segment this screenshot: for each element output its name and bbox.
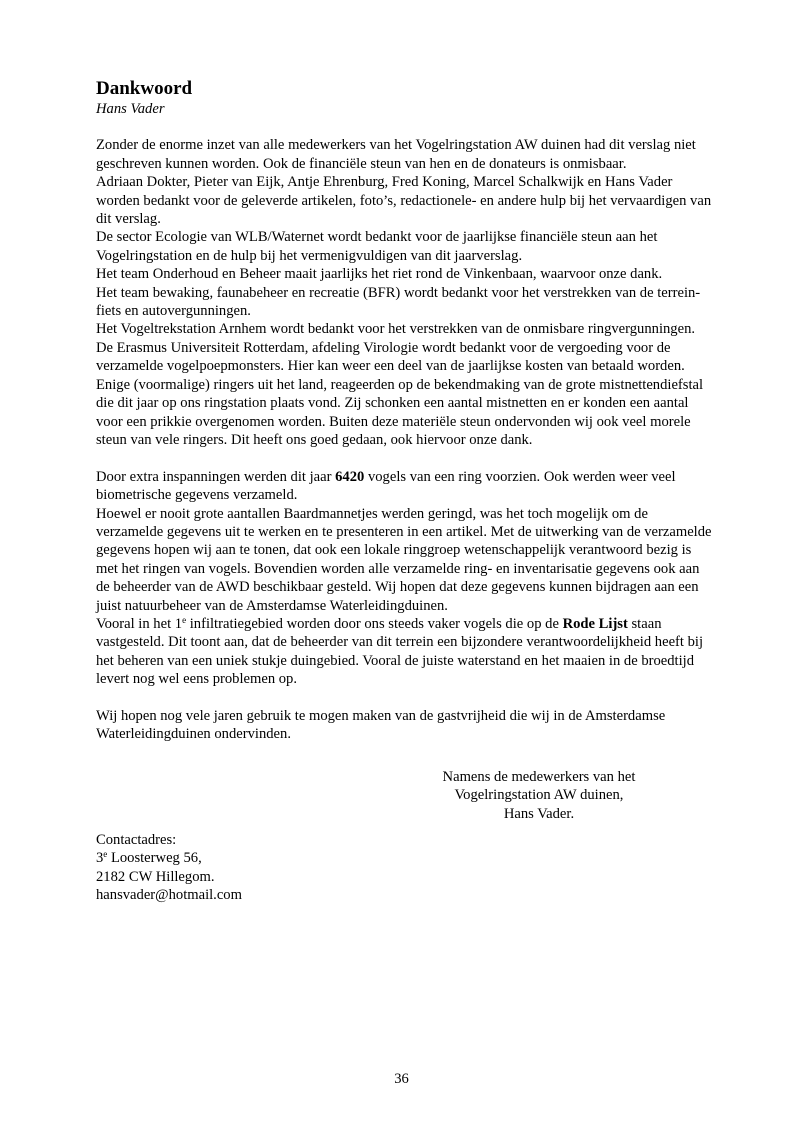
superscript: e [182, 614, 187, 625]
signature-line: Hans Vader. [503, 805, 575, 822]
text-span: Vooral in het 1 [96, 615, 183, 632]
birds-ringed-paragraph [96, 468, 716, 505]
text-span: vogels van een ring voorzien. Ook werden weer veel biometrische gegevens verzameld. [96, 468, 676, 504]
paragraph: Het team bewaking, faunabeheer en recreatie (BFR) wordt bedankt voor het verstrekken van de terrein- fiets en autovergunningen. [96, 284, 701, 320]
signature-block [428, 768, 650, 823]
page-number: 36 [394, 1071, 409, 1087]
paragraph: Adriaan Dokter, Pieter van Eijk, Antje Ehrenburg, Fred Koning, Marcel Schalkwijk en Hans Vader worden bedankt voor de geleverde artikelen, foto’s, redactionele- en andere hulp bij het vervaardigen van dit verslag. [96, 174, 712, 228]
street-address [96, 849, 716, 867]
contact-label: Contactadres: [96, 832, 177, 848]
paragraph: De Erasmus Universiteit Rotterdam, afdeling Virologie wordt bedankt voor de vergoeding voor de verzamelde vogelpoepmonsters. Hier kan weer een deel van de jaarlijkse kosten van betaald worden. [96, 339, 685, 375]
signature-line: Vogelringstation AW duinen, [454, 787, 624, 804]
text-span: Door extra inspanningen werden dit jaar [96, 468, 336, 485]
paragraph: Enige (voormalige) ringers uit het land, reageerden op de bekendmaking van de grote mistnettendiefstal die dit jaar op ons ringstation plaats vond. Zij schonken een aantal mistnetten en er konden een aantal voor een prikkie overgenomen worden. Buiten deze materiële steun ondervonden wij ook veel morele steun van vele ringers. Dit heeft ons goed gedaan, ook hiervoor onze dank. [96, 376, 704, 448]
paragraph: Het team Onderhoud en Beheer maait jaarlijks het riet rond de Vinkenbaan, waarvoor onze dank. [96, 266, 663, 283]
text-span: infiltratiegebied worden door ons steeds vaker vogels die op de [186, 615, 563, 632]
email-address: hansvader@hotmail.com [96, 887, 242, 904]
text-span: staan vastgesteld. Dit toont aan, dat de beheerder van dit terrein een bijzondere verantwoordelijkheid heeft bij het beheren van een uniek stukje duingebied. Vooral de juiste waterstand en het maaien in de broedtijd levert nog wel eens problemen op. [96, 615, 704, 688]
paragraph: Het Vogeltrekstation Arnhem wordt bedankt voor het verstrekken van de onmisbare ringvergunningen. [96, 321, 696, 338]
paragraph: De sector Ecologie van WLB/Waternet wordt bedankt voor de jaarlijkse financiële steun aan het Vogelringstation en de hulp bij het vermenigvuldigen van dit jaarverslag. [96, 229, 658, 264]
closing-paragraph: Wij hopen nog vele jaren gebruik te mogen maken van de gastvrijheid die wij in de Amsterdamse Waterleidingduinen ondervinden. [96, 707, 666, 743]
superscript: e [103, 849, 108, 860]
document-page [96, 78, 716, 905]
text-span: Loosterweg 56, [107, 850, 202, 867]
acknowledgements-section [96, 136, 716, 449]
results-section [96, 468, 716, 689]
birds-count: 6420 [335, 468, 365, 485]
contact-address [96, 831, 716, 905]
city-line: 2182 CW Hillegom. [96, 868, 215, 885]
signature-line: Namens de medewerkers van het [442, 768, 636, 785]
paragraph: Hoewel er nooit grote aantallen Baardmannetjes werden geringd, was het toch mogelijk om de verzamelde gegevens uit te werken en te presenteren in een artikel. Met de uitwerking van de verzamelde gegevens hopen wij aan te tonen, dat ook een lokale ringgroep wetenschappelijk verantwoord bezig is met het ringen van vogels. Bovendien worden alle verzamelde ring- en inventarisatie gegevens ook aan de beheerder van de AWD beschikbaar gesteld. Wij hopen dat deze gegevens kunnen bijdragen aan een juist natuurbeheer van de Amsterdamse Waterleidingduinen. [96, 505, 712, 614]
red-list-term: Rode Lijst [562, 615, 628, 632]
page-title: Dankwoord [96, 78, 193, 99]
paragraph: Zonder de enorme inzet van alle medewerkers van het Vogelringstation AW duinen had dit verslag niet geschreven kunnen worden. Ook de financiële steun van hen en de donateurs is onmisbaar. [96, 137, 696, 172]
author-name: Hans Vader [96, 101, 165, 117]
red-list-paragraph [96, 615, 716, 689]
text-span: 3 [96, 850, 104, 867]
